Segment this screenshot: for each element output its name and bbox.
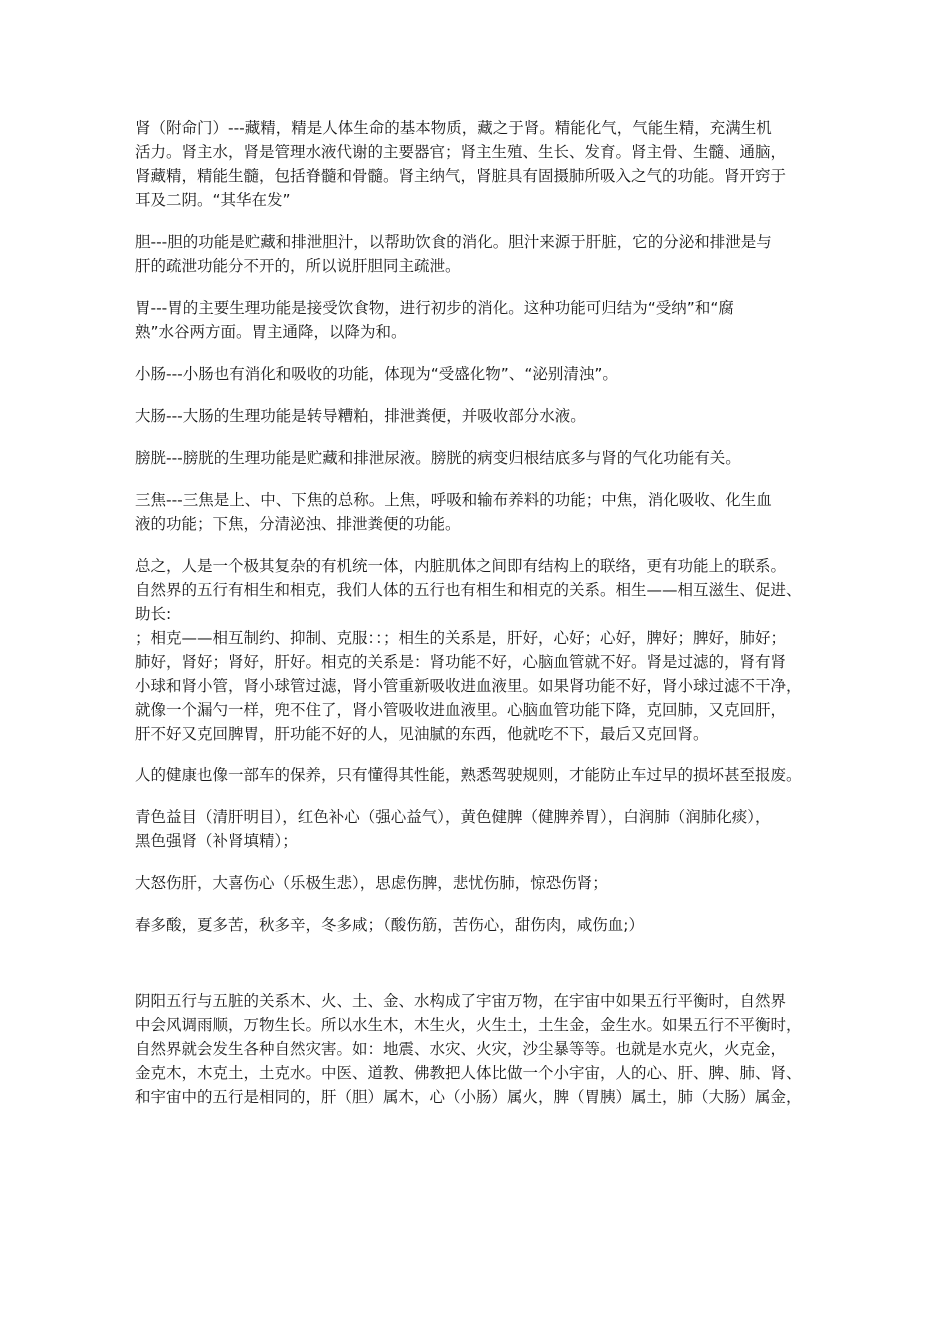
paragraph-car-analogy: 人的健康也像一部车的保养，只有懂得其性能，熟悉驾驶规则，才能防止车过早的损坏甚至报废。 — [135, 766, 802, 784]
paragraph-seasons: 春多酸，夏多苦，秋多辛，冬多咸；（酸伤筋，苦伤心，甜伤肉，咸伤血;） — [135, 916, 644, 934]
paragraph-triple-burner: 三焦---三焦是上、中、下焦的总称。上焦，呼吸和输布养料的功能；中焦，消化吸收、化生血 液的功能；下焦，分清泌浊、排泄粪便的功能。 — [135, 491, 772, 533]
paragraph-large-intestine: 大肠---大肠的生理功能是转导糟粕，排泄粪便，并吸收部分水液。 — [135, 407, 586, 425]
paragraph-small-intestine: 小肠---小肠也有消化和吸收的功能，体现为“受盛化物”、“泌别清浊”。 — [135, 365, 618, 383]
paragraph-colors: 青色益目（清肝明目），红色补心（强心益气），黄色健脾（健脾养胃），白润肺（润肺化痰）， 黑色强肾（补肾填精）； — [135, 808, 771, 850]
document-page — [135, 116, 825, 1109]
paragraph-bladder: 膀胱---膀胱的生理功能是贮藏和排泄尿液。膀胱的病变归根结底多与肾的气化功能有关。 — [135, 449, 741, 467]
paragraph-yin-yang-five-elements: 阴阳五行与五脏的关系木、火、土、金、水构成了宇宙万物，在宇宙中如果五行平衡时，自然界 中会风调雨顺，万物生长。所以水生木，木生火，火生土，土生金，金生水。如果五行不平衡时， 自然界就会发生各种自然灾害。如：地震、水灾、火灾，沙尘暴等等。也就是水克火，火克金， 金克木，木克土，土克水。中医、道教、佛教把人体比做一个小宇宙，人的心、肝、脾、肺、肾、 和宇宙中的五行是相同的，肝（胆）属木，心（小肠）属火，脾（胃胰）属土，肺（大肠）属金， — [135, 992, 802, 1106]
paragraph-stomach: 胃---胃的主要生理功能是接受饮食物，进行初步的消化。这种功能可归结为“受纳”和“腐 熟”水谷两方面。胃主通降，以降为和。 — [135, 299, 734, 341]
paragraph-kidney: 肾（附命门）---藏精，精是人体生命的基本物质，藏之于肾。精能化气，气能生精，充满生机 活力。肾主水，肾是管理水液代谢的主要器官；肾主生殖、生长、发育。肾主骨、生髓、通脑， 肾藏精，精能生髓，包括脊髓和骨髓。肾主纳气，肾脏具有固摄肺所吸入之气的功能。肾开窍于 耳及二阴。“其华在发” — [135, 119, 787, 209]
paragraph-gallbladder: 胆---胆的功能是贮藏和排泄胆汁，以帮助饮食的消化。胆汁来源于肝脏，它的分泌和排泄是与 肝的疏泄功能分不开的，所以说肝胆同主疏泄。 — [135, 233, 772, 275]
paragraph-emotions: 大怒伤肝，大喜伤心（乐极生悲），思虑伤脾，悲忧伤肺，惊恐伤肾； — [135, 874, 608, 892]
paragraph-summary: 总之，人是一个极其复杂的有机统一体，内脏肌体之间即有结构上的联络，更有功能上的联系。 自然界的五行有相生和相克，我们人体的五行也有相生和相克的关系。相生——相互滋生、促进、 助长: ；相克——相互制约、抑制、克服：：；相生的关系是，肝好，心好；心好，脾好；脾好，肺好； 肺好，肾好；肾好，肝好。相克的关系是：肾功能不好，心脑血管就不好。肾是过滤的，肾有肾 小球和肾小管，肾小球管过滤，肾小管重新吸收进血液里。如果肾功能不好，肾小球过滤不干净， 就像一个漏勺一样，兜不住了，肾小管吸收进血液里。心脑血管功能下降，克回肺，又克回肝， 肝不好又克回脾胃，肝功能不好的人，见油腻的东西，他就吃不下，最后又克回肾。 — [135, 557, 802, 743]
